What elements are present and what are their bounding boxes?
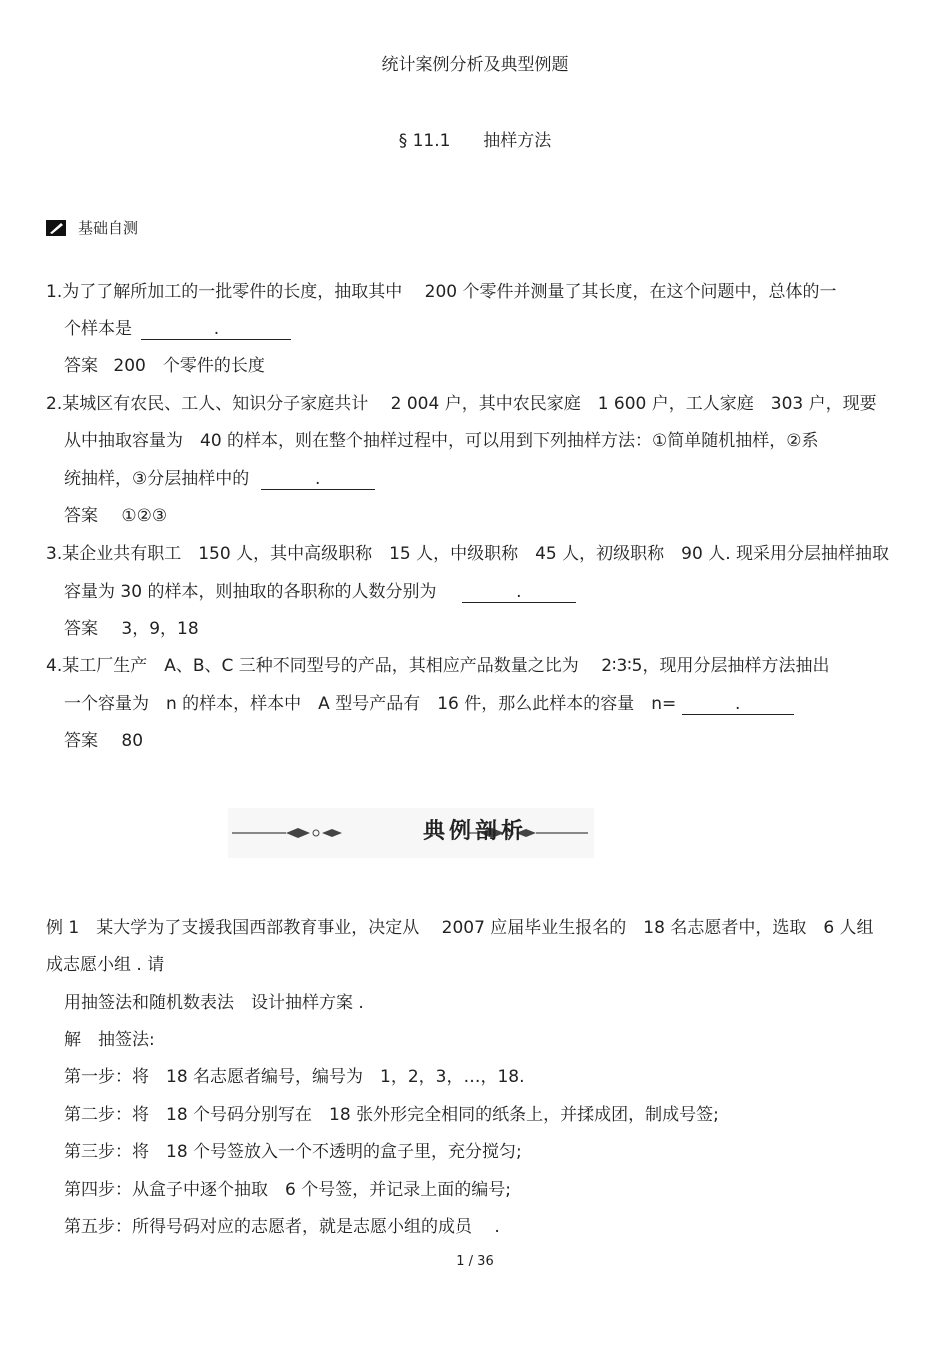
solution-step: 第四步：从盒子中逐个抽取 6 个号签，并记录上面的编号; — [64, 1180, 511, 1200]
answer-label: 答案 — [64, 356, 98, 376]
section-name: 抽样方法 — [483, 131, 552, 151]
answer-blank: . — [462, 582, 576, 603]
answer-label: 答案 — [64, 731, 98, 751]
question-text: 一个容量为 n 的样本，样本中 A 型号产品有 16 件，那么此样本的容量 n= — [64, 694, 677, 714]
question-number: 4. — [46, 656, 63, 676]
example-text: 例 1 某大学为了支援我国西部教育事业，决定从 2007 应届毕业生报名的 18 名志愿者中，选取 6 人组 — [46, 918, 874, 938]
self-test-label: 基础自测 — [78, 219, 139, 237]
solution-step: 第一步：将 18 名志愿者编号，编号为 1，2，3，…，18. — [64, 1067, 525, 1087]
solution-step: 第五步：所得号码对应的志愿者，就是志愿小组的成员 . — [64, 1217, 500, 1237]
pencil-square-icon — [46, 220, 66, 236]
question-number: 1. — [46, 282, 63, 302]
answer-blank: . — [261, 469, 375, 490]
answer-blank: . — [682, 694, 794, 715]
page-number: 1 / 36 — [456, 1254, 494, 1269]
question-number: 3. — [46, 544, 63, 564]
question-text: 为了了解所加工的一批零件的长度，抽取其中 200 个零件并测量了其长度，在这个问题中，总体的一 — [62, 282, 837, 302]
question-text: 某工厂生产 A、B、C 三种不同型号的产品，其相应产品数量之比为 2∶3∶5，现用分层抽样方法抽出 — [62, 656, 830, 676]
solution-step: 第二步：将 18 个号码分别写在 18 张外形完全相同的纸条上，并揉成团，制成号签; — [64, 1105, 719, 1125]
document-title: 统计案例分析及典型例题 — [381, 55, 569, 75]
question-text: 某城区有农民、工人、知识分子家庭共计 2 004 户，其中农民家庭 1 600 户，工人家庭 303 户，现要 — [62, 394, 877, 414]
answer-text: 3，9，18 — [121, 619, 199, 639]
solution-heading: 解 抽签法: — [64, 1030, 155, 1050]
answer-label: 答案 — [64, 619, 98, 639]
divider-title: 典例剖析 — [422, 819, 527, 844]
question-text: 容量为 30 的样本，则抽取的各职称的人数分别为 — [64, 582, 437, 602]
question-text: 某企业共有职工 150 人，其中高级职称 15 人，中级职称 45 人，初级职称 90 人. 现采用分层抽样抽取 — [62, 544, 889, 564]
answer-blank: . — [141, 319, 291, 340]
section-number: § 11.1 — [398, 131, 451, 151]
question-text: 个样本是 — [64, 319, 132, 339]
example-text: 成志愿小组 . 请 — [46, 955, 165, 975]
answer-label: 答案 — [64, 506, 98, 526]
question-text: 统抽样，③分层抽样中的 — [64, 469, 250, 489]
solution-step: 第三步：将 18 个号签放入一个不透明的盒子里，充分搅匀; — [64, 1142, 522, 1162]
answer-text: ①②③ — [121, 506, 168, 526]
question-number: 2. — [46, 394, 63, 414]
section-heading — [0, 131, 950, 151]
example-text: 用抽签法和随机数表法 设计抽样方案 . — [64, 993, 364, 1013]
question-text: 从中抽取容量为 40 的样本，则在整个抽样过程中，可以用到下列抽样方法：①简单随机抽样，②系 — [64, 431, 819, 451]
answer-text: 200 个零件的长度 — [113, 356, 265, 376]
answer-text: 80 — [121, 731, 144, 751]
